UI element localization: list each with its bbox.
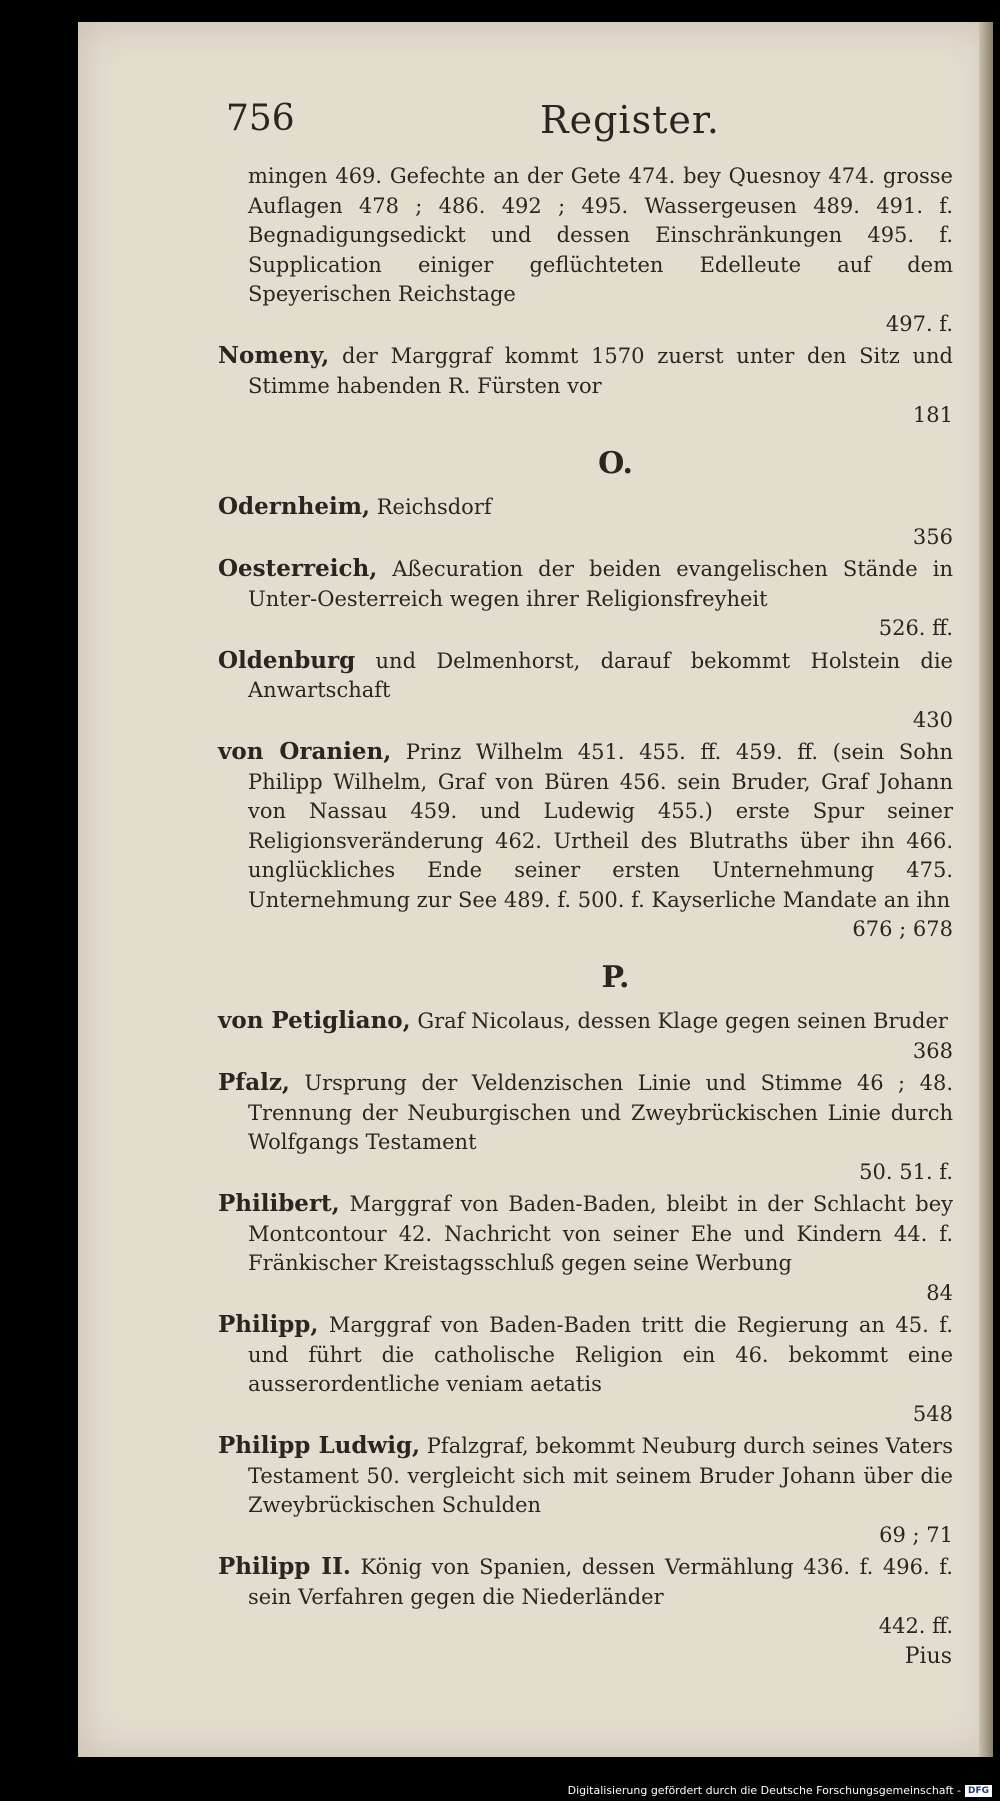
entry-head: Philibert, (218, 1190, 340, 1217)
index-content (218, 162, 953, 1644)
entry-ref: 548 (912, 1401, 953, 1426)
digitization-footer (568, 1784, 992, 1797)
running-title: Register. (540, 98, 720, 142)
entry-ref: 84 (926, 1280, 953, 1305)
index-entry (218, 1006, 953, 1066)
entry-text: Prinz Wilhelm 451. 455. ff. 459. ff. (sein Sohn Philipp Wilhelm, Graf von Büren 456. sein Bruder, Graf Johann von Nassau 459. und Ludewig 455.) erste Spur seiner Religionsveränderung 462. Urtheil des Blutraths über ihn 466. unglückliches Ende seiner ersten Unternehmung 475. Unternehmung zur See 489. f. 500. f. Kayserliche Mandate an ihn (248, 740, 953, 912)
entry-text: mingen 469. Gefechte an der Gete 474. bey Quesnoy 474. grosse Auflagen 478 ; 486. 492 ; 495. Wassergeusen 489. 491. f. Begnadigungsedickt und dessen Einschränkungen 495. f. Supplication einiger geflüchteten Edelleute auf dem Speyerischen Reichstage (248, 164, 953, 306)
entry-text: Ursprung der Veldenzischen Linie und Stimme 46 ; 48. Trennung der Neuburgischen und Zweybrückischen Linie durch Wolfgangs Testament (248, 1071, 953, 1154)
index-entry (218, 1431, 953, 1550)
entry-head: Philipp Ludwig, (218, 1432, 421, 1459)
entry-head: Philipp II. (218, 1553, 351, 1580)
index-entry (218, 1068, 953, 1187)
index-entry (218, 646, 953, 736)
entry-head: von Oranien, (218, 738, 392, 765)
catchword: Pius (904, 1644, 952, 1669)
entry-ref: 356 (912, 524, 953, 549)
index-entry (218, 162, 953, 339)
index-entry (218, 341, 953, 431)
page-header (150, 98, 950, 148)
entry-ref: 368 (912, 1038, 953, 1063)
footer-text: Digitalisierung gefördert durch die Deutsche Forschungsgemeinschaft - (567, 1784, 961, 1797)
entry-head: von Petigliano, (218, 1007, 411, 1034)
entry-head: Nomeny, (218, 342, 330, 369)
index-entry (218, 492, 953, 552)
section-letter-o: O. (598, 445, 633, 481)
entry-head: Pfalz, (218, 1069, 290, 1096)
entry-head: Odernheim, (218, 493, 371, 520)
entry-text: und Delmenhorst, darauf bekommt Holstein die Anwartschaft (248, 648, 953, 702)
index-entry (218, 737, 953, 945)
index-entry (218, 554, 953, 644)
entry-ref: 676 ; 678 (852, 917, 953, 941)
index-entry (218, 1310, 953, 1429)
entry-head: Philipp, (218, 1311, 319, 1338)
entry-text: König von Spanien, dessen Vermählung 436. f. 496. f. sein Verfahren gegen die Niederländer (248, 1555, 953, 1609)
entry-text: der Marggraf kommt 1570 zuerst unter den Sitz und Stimme habenden R. Fürsten vor (248, 344, 953, 398)
dfg-logo-icon: DFG (965, 1785, 992, 1797)
entry-ref: 430 (912, 707, 953, 732)
index-entry (218, 1189, 953, 1308)
entry-ref: 181 (912, 403, 953, 427)
entry-ref: 69 ; 71 (879, 1522, 953, 1547)
page-number: 756 (226, 98, 295, 139)
entry-ref: 526. ff. (878, 616, 953, 640)
entry-head: Oesterreich, (218, 555, 378, 582)
entry-text: Reichsdorf (376, 495, 492, 519)
entry-text: Aßecuration der beiden evangelischen Stände in Unter-Oesterreich wegen ihrer Religionsfreyheit (248, 557, 953, 611)
page-edge (979, 22, 993, 1757)
entry-text: Marggraf von Baden-Baden, bleibt in der Schlacht bey Montcontour 42. Nachricht von seiner Ehe und Kindern 44. f. Fränkischer Kreistagsschluß gegen seine Werbung (248, 1192, 953, 1275)
entry-text: Pfalzgraf, bekommt Neuburg durch seines Vaters Testament 50. vergleicht sich mit seinem Bruder Johann über die Zweybrückischen Schulden (248, 1434, 953, 1517)
entry-ref: 497. f. (885, 311, 953, 336)
section-letter-p: P. (601, 959, 630, 995)
entry-text: Graf Nicolaus, dessen Klage gegen seinen Bruder (417, 1009, 948, 1033)
entry-head: Oldenburg (218, 646, 356, 674)
entry-ref: 442. ff. (878, 1614, 953, 1638)
entry-ref: 50. 51. f. (859, 1159, 953, 1184)
entry-text: Marggraf von Baden-Baden tritt die Regierung an 45. f. und führt die catholische Religion ein 46. bekommt eine ausserordentliche veniam aetatis (248, 1313, 953, 1396)
index-entry (218, 1552, 953, 1642)
